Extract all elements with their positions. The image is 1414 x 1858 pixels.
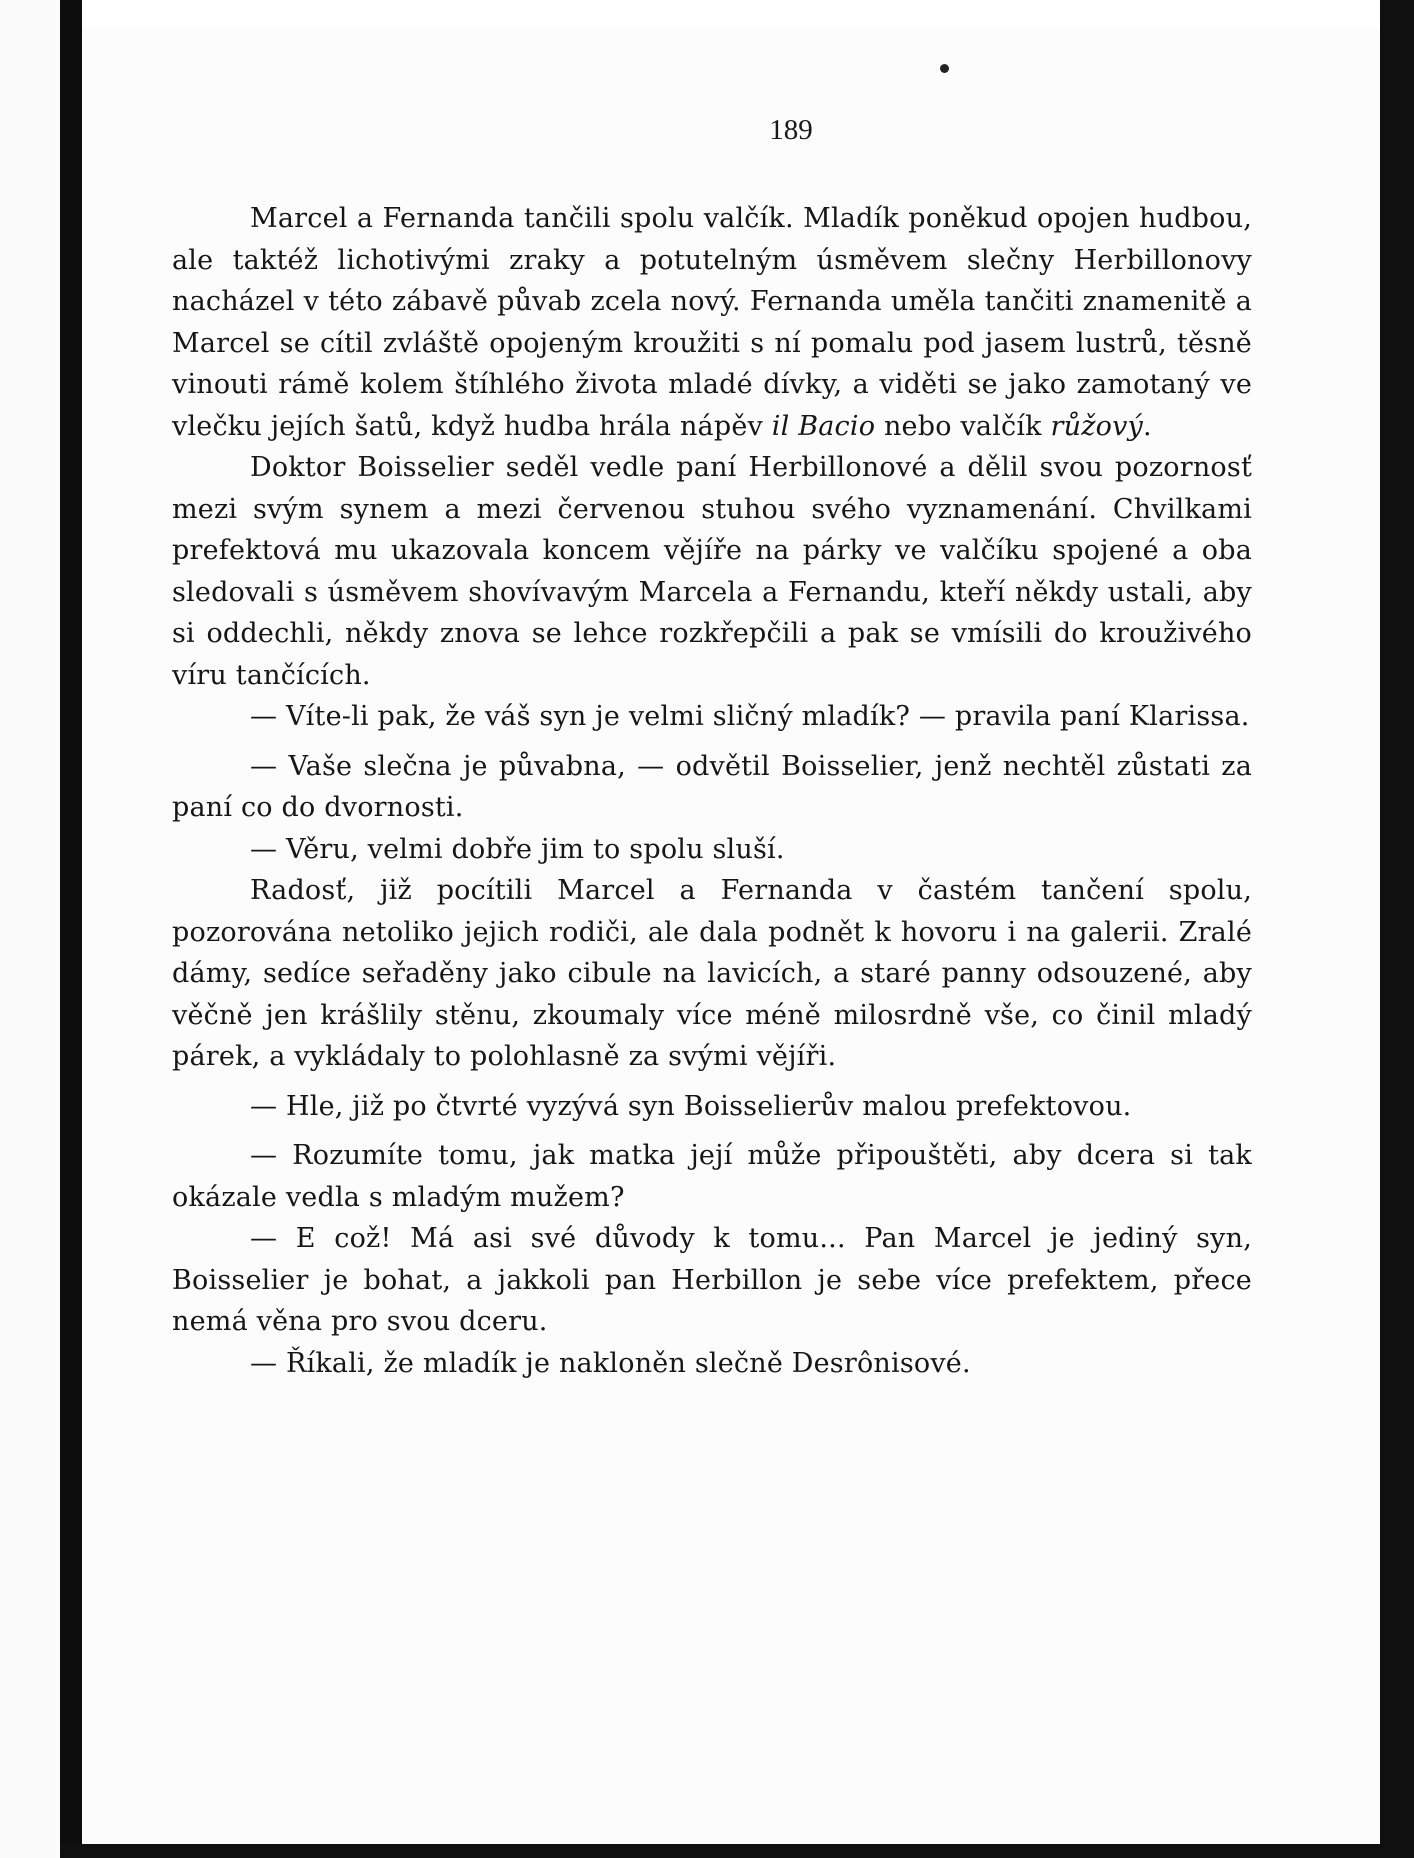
page-text (172, 198, 1252, 1384)
paragraph-1-text-end: . (1143, 410, 1152, 442)
dialogue-line-3: — Věru, velmi dobře jim to spolu sluší. (250, 833, 785, 865)
dialogue-line-7: — Říkali, že mladík je nakloněn slečně Desrônisové. (250, 1347, 971, 1379)
paragraph-1-text-middle: nebo valčík (875, 410, 1051, 442)
bottom-page-edge (60, 1844, 1414, 1858)
book-spine-shadow (60, 0, 82, 1858)
paragraph-1-italic-title-1: il Bacio (771, 410, 876, 442)
paragraph-2: Doktor Boisselier seděl vedle paní Herbillonové a dělil svou pozornosť mezi svým synem a mezi červenou stuhou svého vyznamenání. Chvilkami prefektová mu ukazovala koncem vějíře na párky ve valčíku spojené a oba sledovali s úsměvem shovívavým Marcela a Fernandu, kteří někdy ustali, aby si oddechli, někdy znova se lehce rozkřepčili a pak se vmísili do krouživého víru tančících. (172, 452, 1252, 691)
dialogue-line-4: — Hle, již po čtvrté vyzývá syn Boisselierův malou prefektovou. (250, 1090, 1132, 1122)
dialogue-line-1: — Víte-li pak, že váš syn je velmi sličný mladík? — pravila paní Klarissa. (250, 701, 1250, 732)
book-page (82, 28, 1380, 1844)
dialogue-line-5: — Rozumíte tomu, jak matka její může připouštěti, aby dcera si tak okázale vedla s mladým mužem? (172, 1140, 1252, 1213)
left-margin (0, 0, 60, 1858)
ink-speck (940, 64, 949, 73)
paragraph-1-text: Marcel a Fernanda tančili spolu valčík. Mladík poněkud opojen hudbou, ale taktéž lichotivými zraky a potutelným úsměvem slečny Herbillonovy nacházel v této zábavě půvab zcela nový. Fernanda uměla tančiti znamenitě a Marcel se cítil zvláště opojeným kroužiti s ní pomalu pod jasem lustrů, těsně vinouti rámě kolem štíhlého života mladé dívky, a viděti se jako zamotaný ve vlečku jejích šatů, když hudba hrála nápěv (172, 203, 1252, 442)
dialogue-line-6: — E což! Má asi své důvody k tomu... Pan Marcel je jediný syn, Boisselier je bohat, a jakkoli pan Herbillon je sebe více prefektem, přece nemá věna pro svou dceru. (172, 1223, 1252, 1337)
paragraph-1-italic-title-2: růžový (1050, 410, 1144, 442)
page-number: 189 (769, 114, 813, 146)
dialogue-line-2: — Vaše slečna je půvabna, — odvětil Boisselier, jenž nechtěl zůstati za paní co do dvornosti. (172, 750, 1252, 823)
paragraph-1 (172, 198, 1252, 447)
paragraph-3: Radosť, již pocítili Marcel a Fernanda v častém tančení spolu, pozorována netoliko jejich rodiči, ale dala podnět k hovoru i na galerii. Zralé dámy, sedíce seřaděny jako cibule na lavicích, a staré panny odsouzené, aby věčně jen krášlily stěnu, zkoumaly více méně milosrdně vše, co činil mladý párek, a vykládaly to polohlasně za svými vějíři. (172, 875, 1252, 1072)
right-page-edge (1380, 0, 1414, 1858)
